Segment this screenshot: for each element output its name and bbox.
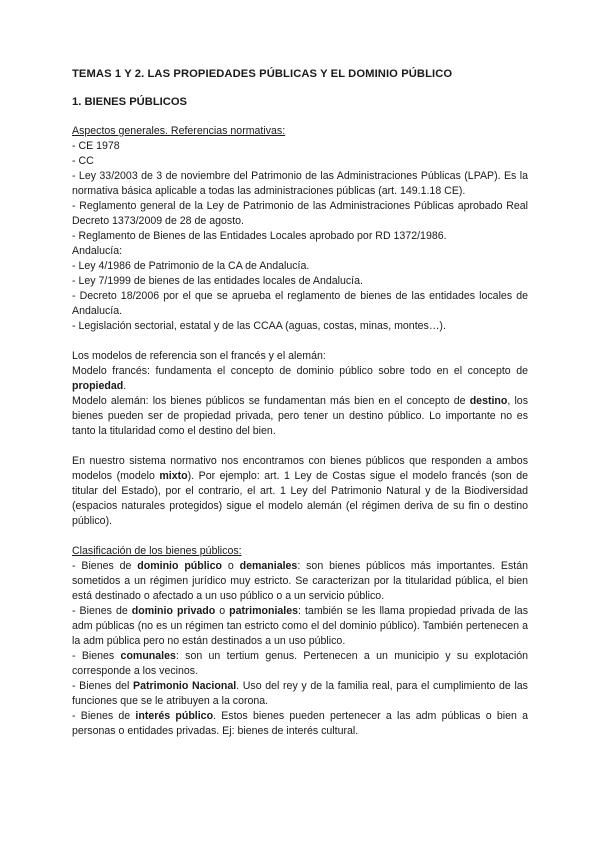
aspectos-heading: Aspectos generales. Referencias normativas: [72, 125, 286, 137]
modelo-aleman: Modelo alemán: los bienes públicos se fundamentan más bien en el concepto de destino, los bienes pueden ser de propiedad privada, pero tener un destino público. Lo importante no es tanto la titularidad como el destino del bien. [72, 395, 528, 437]
list-item: - Bienes comunales: son un tertium genus. Pertenecen a un municipio y su explotación corresponde a los vecinos. [72, 650, 528, 677]
bold-term: destino [469, 395, 508, 407]
section-heading: 1. BIENES PÚBLICOS [72, 96, 188, 108]
list-item: - Ley 33/2003 de 3 de noviembre del Patrimonio de las Administraciones Públicas (LPAP). Es la normativa básica aplicable a todas las administraciones públicas (art. 149.1.18 CE). [72, 170, 528, 197]
modelos-intro: Los modelos de referencia son el francés y el alemán: [72, 350, 326, 362]
clasificacion-heading: Clasificación de los bienes públicos: [72, 545, 242, 557]
list-item: - Ley 7/1999 de bienes de las entidades locales de Andalucía. [72, 275, 363, 287]
list-item: - Ley 4/1986 de Patrimonio de la CA de Andalucía. [72, 260, 310, 272]
list-item: - Bienes de dominio privado o patrimoniales: también se les llama propiedad privada de las adm públicas (no es un régimen tan estricto como el del dominio público). También pertenecen a la adm pública pero no están destinados a un uso público. [72, 605, 528, 647]
list-item: - Legislación sectorial, estatal y de las CCAA (aguas, costas, minas, montes…). [72, 320, 446, 332]
list-item: - Reglamento general de la Ley de Patrimonio de las Administraciones Públicas aprobado Real Decreto 1373/2009 de 28 de agosto. [72, 200, 528, 227]
list-item: - Bienes del Patrimonio Nacional. Uso del rey y de la familia real, para el cumplimiento de las funciones que se le atribuyen a la corona. [72, 680, 528, 707]
list-item: - Bienes de dominio público o demaniales: son bienes públicos más importantes. Están sometidos a un régimen jurídico muy estricto. Se caracterizan por la titularidad pública, el bien está destinado o afectado a un uso público o a un servicio público. [72, 560, 528, 602]
list-item: - CC [72, 155, 94, 167]
bold-term: propiedad [72, 380, 124, 392]
document-title: TEMAS 1 Y 2. LAS PROPIEDADES PÚBLICAS Y EL DOMINIO PÚBLICO [72, 68, 453, 80]
modelo-frances: Modelo francés: fundamenta el concepto de dominio público sobre todo en el concepto de propiedad. [72, 365, 528, 392]
list-item: - Reglamento de Bienes de las Entidades Locales aprobado por RD 1372/1986. [72, 230, 447, 242]
sistema-paragraph: En nuestro sistema normativo nos encontramos con bienes públicos que responden a ambos modelos (modelo mixto). Por ejemplo: art. 1 Ley de Costas sigue el modelo francés (son de titular del Estado), por el contrario, el art. 1 Ley del Patrimonio Natural y de la Biodiversidad (espacios naturales protegidos) sigue el modelo alemán (el régimen deriva de su fin o destino público). [72, 455, 528, 527]
andalucia-label: Andalucía: [72, 245, 123, 257]
list-item: - CE 1978 [72, 140, 120, 152]
list-item: - Decreto 18/2006 por el que se aprueba el reglamento de bienes de las entidades locales de Andalucía. [72, 290, 528, 317]
list-item: - Bienes de interés público. Estos bienes pueden pertenecer a las adm públicas o bien a personas o entidades privadas. Ej: bienes de interés cultural. [72, 710, 528, 737]
bold-term: mixto [159, 470, 188, 482]
